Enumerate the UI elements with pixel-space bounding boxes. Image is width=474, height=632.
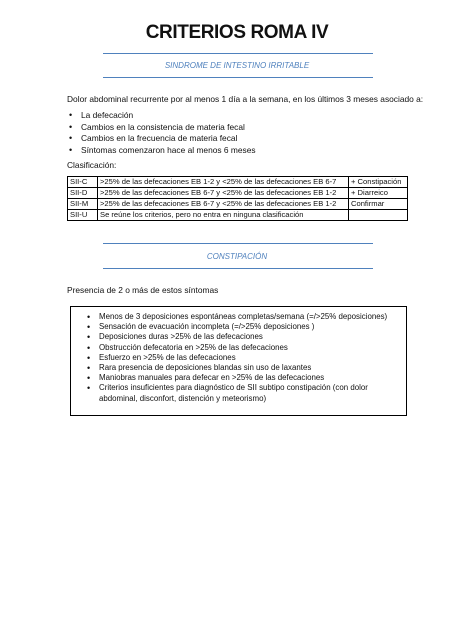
table-cell: + Constipación: [349, 177, 408, 188]
list-item: • Menos de 3 deposiciones espontáneas completas/semana (=/>25% deposiciones): [99, 312, 389, 322]
table-cell: Se reúne los criterios, pero no entra en ninguna clasificación: [98, 210, 349, 221]
constipation-intro-text: Presencia de 2 o más de estos síntomas: [67, 285, 219, 295]
table-cell: [349, 210, 408, 221]
table-cell: SII-C: [68, 177, 98, 188]
table-cell: SII-U: [68, 210, 98, 221]
list-item: • Deposiciones duras >25% de las defecaciones: [99, 332, 389, 342]
classification-label: Clasificación:: [67, 160, 117, 170]
table-cell: + Diarreico: [349, 188, 408, 199]
list-item: • Maniobras manuales para defecar en >25% de las defecaciones: [99, 373, 389, 383]
ibs-intro-text: Dolor abdominal recurrente por al menos 1 día a la semana, en los últimos 3 meses asociado a:: [67, 94, 424, 104]
divider-line: [103, 53, 373, 54]
ibs-criteria-list: [67, 110, 256, 157]
table-cell: Confirmar: [349, 199, 408, 210]
list-item: • Cambios en la frecuencia de materia fecal: [81, 133, 256, 145]
page-title: CRITERIOS ROMA IV: [145, 22, 329, 43]
classification-table: [67, 176, 408, 221]
table-cell: >25% de las defecaciones EB 1-2 y <25% de las defecaciones EB 6-7: [98, 177, 349, 188]
table-cell: SII-M: [68, 199, 98, 210]
table-cell: >25% de las defecaciones EB 6-7 y <25% de las defecaciones EB 1-2: [98, 188, 349, 199]
list-item: • Esfuerzo en >25% de las defecaciones: [99, 353, 389, 363]
table-row: [68, 188, 408, 199]
list-item: • Obstrucción defecatoria en >25% de las defecaciones: [99, 343, 389, 353]
table-cell: SII-D: [68, 188, 98, 199]
list-item: • La defecación: [81, 110, 256, 122]
table-row: [68, 199, 408, 210]
table-row: [68, 210, 408, 221]
divider-line: [103, 268, 373, 269]
divider-line: [103, 243, 373, 244]
list-item: • Rara presencia de deposiciones blandas sin uso de laxantes: [99, 363, 389, 373]
section-heading-constipation: CONSTIPACIÓN: [206, 252, 268, 261]
list-item: • Sensación de evacuación incompleta (=/>25% deposiciones ): [99, 322, 389, 332]
table-cell: >25% de las defecaciones EB 6-7 y <25% de las defecaciones EB 1-2: [98, 199, 349, 210]
list-item: • Cambios en la consistencia de materia fecal: [81, 122, 256, 134]
table-row: [68, 177, 408, 188]
list-item: • Síntomas comenzaron hace al menos 6 meses: [81, 145, 256, 157]
constipation-criteria-box: [70, 306, 407, 416]
divider-line: [103, 77, 373, 78]
list-item: • Criterios insuficientes para diagnóstico de SII subtipo constipación (con dolor abdominal, disconfort, distención y meteorismo): [99, 383, 389, 403]
section-heading-ibs: SINDROME DE INTESTINO IRRITABLE: [164, 61, 310, 70]
constipation-criteria-list: [87, 312, 389, 404]
